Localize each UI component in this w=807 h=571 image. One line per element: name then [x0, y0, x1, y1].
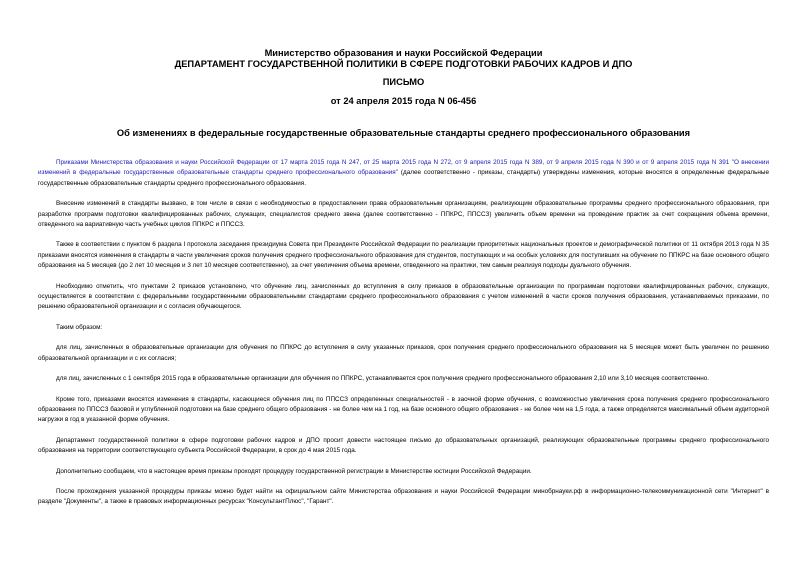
- department-name: ДЕПАРТАМЕНТ ГОСУДАРСТВЕННОЙ ПОЛИТИКИ В СФЕРЕ ПОДГОТОВКИ РАБОЧИХ КАДРОВ И ДПО: [174, 59, 633, 69]
- document-body: [38, 158, 769, 508]
- paragraph-1: [38, 158, 769, 189]
- document-date-number: от 24 апреля 2015 года N 06-456: [330, 96, 477, 106]
- paragraph-5: Таким образом:: [56, 323, 103, 331]
- orders-link[interactable]: Приказами Министерства образования и науки Российской Федерации от 17 марта 2015 года N 247, от 25 марта 2015 года N 272, от 9 апреля 2015 года N 389, от 9 апреля 2015 года N 390 и от 9 апреля 2015 года N 391 "О внесении изменений в федеральные государственные образовательные стандарты среднего профессионального образования": [38, 159, 769, 177]
- paragraph-6: для лиц, зачисленных в образовательные организации для обучения по ППКРС до вступления в силу указанных приказов, срок получения среднего профессионального образования на 5 месяцев может быть увеличен по решению образовательной организации и с их согласия;: [38, 344, 769, 362]
- document-subject: Об изменениях в федеральные государственные образовательные стандарты среднего профессионального образования: [116, 128, 691, 138]
- paragraph-4: Необходимо отметить, что пунктами 2 приказов установлено, что обучение лиц, зачисленных до вступления в силу приказов в образовательные организации по программам подготовки квалифицированных рабочих, служащих, осуществляется в соответствии с федеральными государственными образовательными стандартами среднего профессионального образования с учетом изменений в части сроков получения образования, устанавливаемых приказами, по решению образовательной организации и с согласия обучающегося.: [38, 282, 769, 311]
- document-type: ПИСЬМО: [382, 77, 425, 87]
- paragraph-8: Кроме того, приказами вносятся изменения в стандарты, касающиеся обучения лиц по ППССЗ определенных специальностей - в заочной форме обучения, с возможностью увеличения срока получения среднего профессионального образования по ППССЗ базовой и углубленной подготовки на базе среднего общего образования - не более чем на 1 год, на базе основного общего образования - не более чем на 1,5 года, а также определяется максимальный объем аудиторной нагрузки в год в указанной форме обучения.: [38, 395, 769, 424]
- paragraph-2: Внесение изменений в стандарты вызвано, в том числе в связи с необходимостью в предоставлении права образовательным организациям, реализующим образовательные программы среднего профессионального образования, при разработке программ подготовки квалифицированных рабочих, служащих, специалистов среднего звена (далее соответственно - ППКРС, ППССЗ) увеличить объем времени на проведение практик за счет сокращения объема времени, отведенного на вариативную часть учебных циклов ППКРС и ППССЗ.: [38, 200, 769, 229]
- paragraph-3: Также в соответствии с пунктом 6 раздела I протокола заседания президиума Совета при Президенте Российской Федерации по реализации приоритетных национальных проектов и демографической политики от 11 октября 2013 года N 35 приказами вносятся изменения в стандарты в части увеличения сроков получения среднего профессионального образования для студентов, поступающих и на особых условиях для поступивших на обучение по ППКРС на базе основного общего образования на 5 месяцев (до 2 лет 10 месяцев и 3 лет 10 месяцев соответственно), за счет увеличения объема времени, отведенного на практики, тем самым реализуя подходы дуального обучения.: [38, 241, 769, 270]
- paragraph-9: Департамент государственной политики в сфере подготовки рабочих кадров и ДПО просит довести настоящее письмо до образовательных организаций, реализующих образовательные программы среднего профессионального образования на территории соответствующего субъекта Российской Федерации, в срок до 4 мая 2015 года.: [38, 436, 769, 455]
- ministry-name: Министерство образования и науки Российской Федерации: [264, 48, 543, 58]
- paragraph-11: После прохождения указанной процедуры приказы можно будет найти на официальном сайте Министерства образования и науки Российской Федерации минобрнауки.рф в информационно-телекоммуникационной сети "Интернет" в разделе "Документы", а также в правовых информационных ресурсах "КонсультантПлюс", "Гарант".: [38, 487, 769, 506]
- paragraph-1-rest: (далее соответственно - приказы, стандарты) утверждены изменения, которые вносятся в определенные федеральные государственные образовательные стандарты среднего профессионального образования.: [38, 169, 769, 187]
- paragraph-7: для лиц, зачисленных с 1 сентября 2015 года в образовательные организации для обучения по ППКРС, устанавливается срок получения среднего профессионального образования 2,10 или 3,10 месяцев соответственно.: [56, 375, 710, 383]
- paragraph-10: Дополнительно сообщаем, что в настоящее время приказы проходят процедуру государственной регистрации в Министерстве юстиции Российской Федерации.: [56, 467, 532, 475]
